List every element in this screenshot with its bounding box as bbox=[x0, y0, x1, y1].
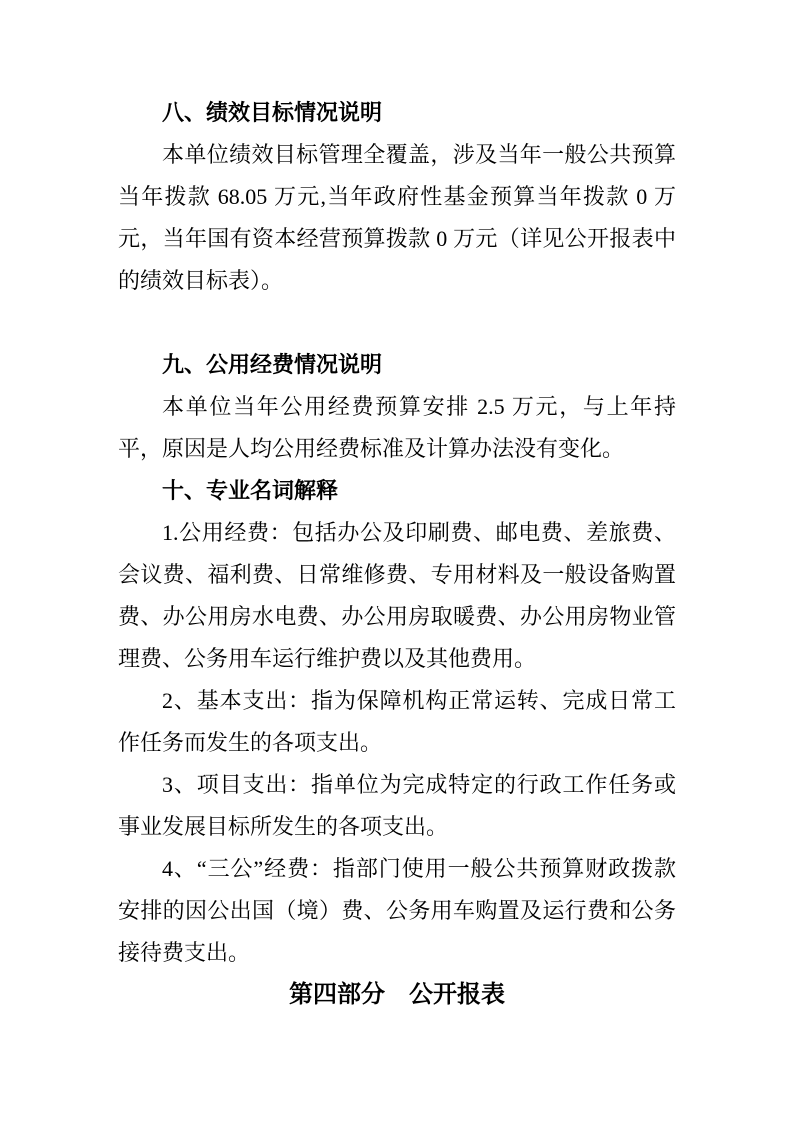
section-9-heading: 九、公用经费情况说明 bbox=[162, 352, 383, 377]
section-9-paragraph: 本单位当年公用经费预算安排 2.5 万元，与上年持平，原因是人均公用经费标准及计算办法没有变化。 bbox=[118, 394, 676, 461]
part-4-title: 第四部分 公开报表 bbox=[289, 981, 505, 1008]
term-definition-3: 3、项目支出：指单位为完成特定的行政工作任务或事业发展目标所发生的各项支出。 bbox=[118, 772, 676, 839]
section-8-paragraph: 本单位绩效目标管理全覆盖，涉及当年一般公共预算当年拨款 68.05 万元,当年政府性基金预算当年拨款 0 万元，当年国有资本经营预算拨款 0 万元（详见公开报表中的绩效目标表）。 bbox=[118, 142, 676, 293]
section-10-heading: 十、专业名词解释 bbox=[162, 478, 339, 503]
term-definition-2: 2、基本支出：指为保障机构正常运转、完成日常工作任务而发生的各项支出。 bbox=[118, 688, 676, 755]
term-definition-1: 1.公用经费：包括办公及印刷费、邮电费、差旅费、会议费、福利费、日常维修费、专用材料及一般设备购置费、办公用房水电费、办公用房取暖费、办公用房物业管理费、公务用车运行维护费以及其他费用。 bbox=[118, 520, 676, 671]
term-definition-4: 4、“三公”经费：指部门使用一般公共预算财政拨款安排的因公出国（境）费、公务用车购置及运行费和公务接待费支出。 bbox=[118, 856, 676, 965]
section-8-heading: 八、绩效目标情况说明 bbox=[162, 100, 383, 125]
blank-line bbox=[118, 302, 676, 344]
page-content bbox=[118, 92, 676, 1016]
